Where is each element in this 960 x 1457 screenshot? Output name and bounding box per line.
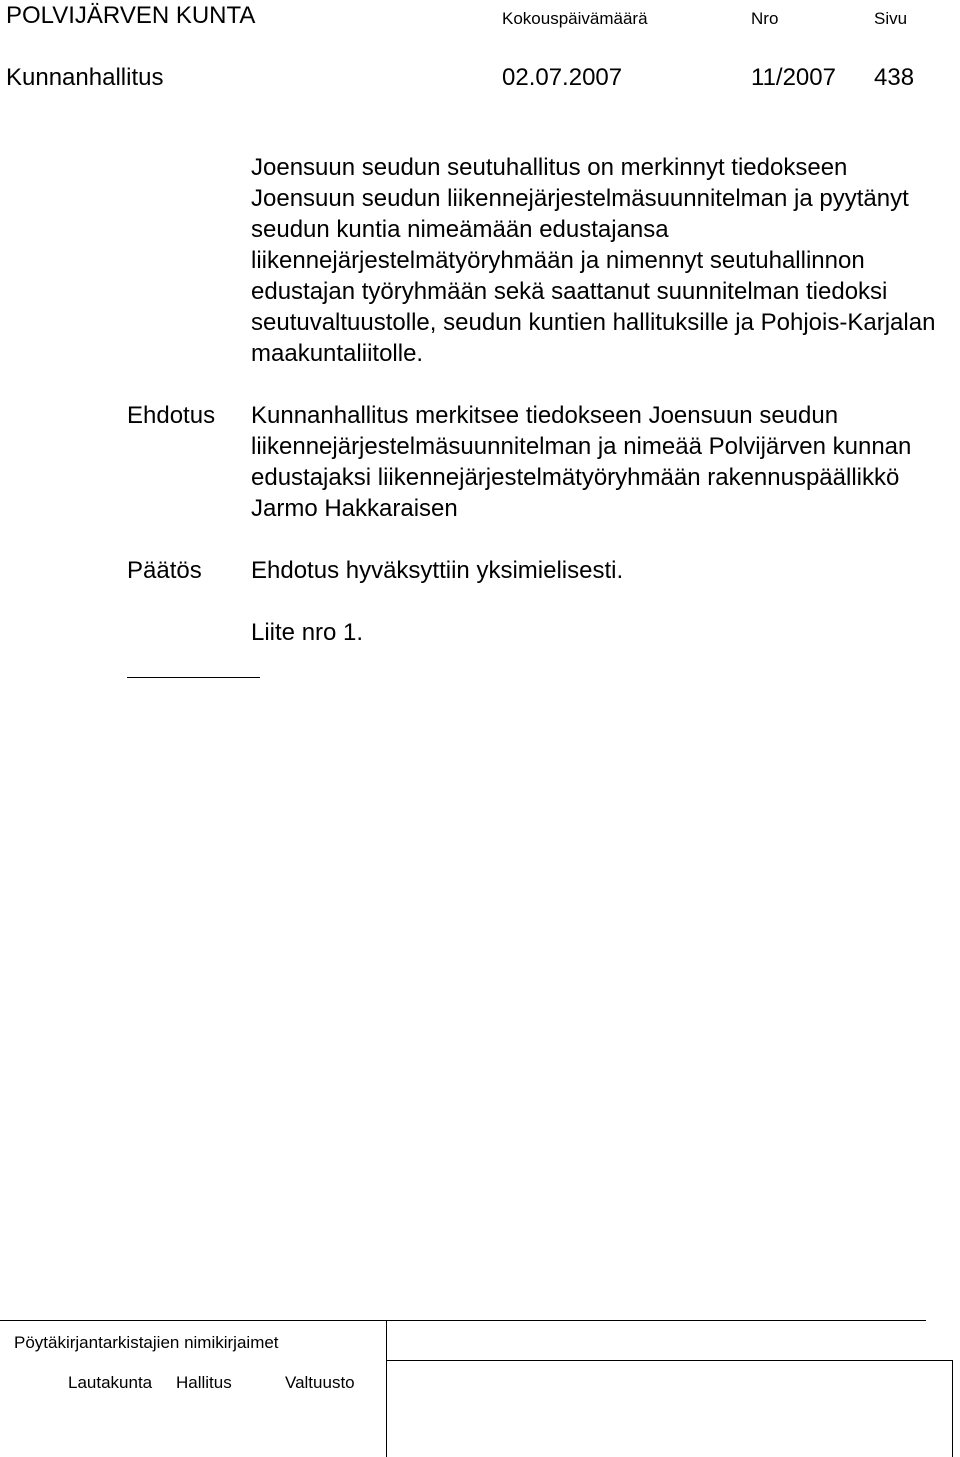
decision-label: Päätös	[127, 557, 202, 584]
number-label: Nro	[751, 9, 779, 28]
proposal-text: Kunnanhallitus merkitsee tiedokseen Joensuun seudun liikennejärjestelmäsuunnitelman ja nimeää Polvijärven kunnan edustajaksi liikennejärjestelmätyöryhmään rakennuspäällikkö Jarmo Hakkaraisen	[251, 402, 912, 522]
footer-column-hallitus: Hallitus	[176, 1373, 232, 1392]
footer-box-left-border	[386, 1320, 387, 1457]
section-divider	[127, 677, 260, 678]
footer-column-valtuusto: Valtuusto	[285, 1373, 355, 1392]
decision-text: Ehdotus hyväksyttiin yksimielisesti.	[251, 557, 624, 584]
footer-box-right-border	[952, 1360, 953, 1457]
meeting-date: 02.07.2007	[502, 64, 623, 91]
attachment-note: Liite nro 1.	[251, 619, 364, 646]
organization-name: POLVIJÄRVEN KUNTA	[6, 2, 256, 29]
body-name: Kunnanhallitus	[6, 64, 164, 91]
background-paragraph: Joensuun seudun seutuhallitus on merkinnyt tiedokseen Joensuun seudun liikennejärjestelmäsuunnitelman ja pyytänyt seudun kuntia nimeämään edustajansa liikennejärjestelmätyöryhmään ja nimennyt seutuhallinnon edustajan työryhmään sekä saattanut suunnitelman tiedoksi seutuvaltuustolle, seudun kuntien hallituksille ja Pohjois-Karjalan maakuntaliitolle.	[251, 154, 936, 367]
date-label: Kokouspäivämäärä	[502, 9, 648, 28]
footer-column-lautakunta: Lautakunta	[68, 1373, 153, 1392]
page-number: 438	[874, 64, 915, 91]
footer-divider-left	[0, 1320, 386, 1321]
meeting-number: 11/2007	[751, 64, 836, 91]
proposal-label: Ehdotus	[127, 402, 216, 429]
page-label: Sivu	[874, 9, 908, 28]
footer-box-inner-line	[386, 1360, 953, 1361]
footer-title: Pöytäkirjantarkistajien nimikirjaimet	[14, 1333, 279, 1352]
footer-divider-right	[386, 1320, 926, 1321]
